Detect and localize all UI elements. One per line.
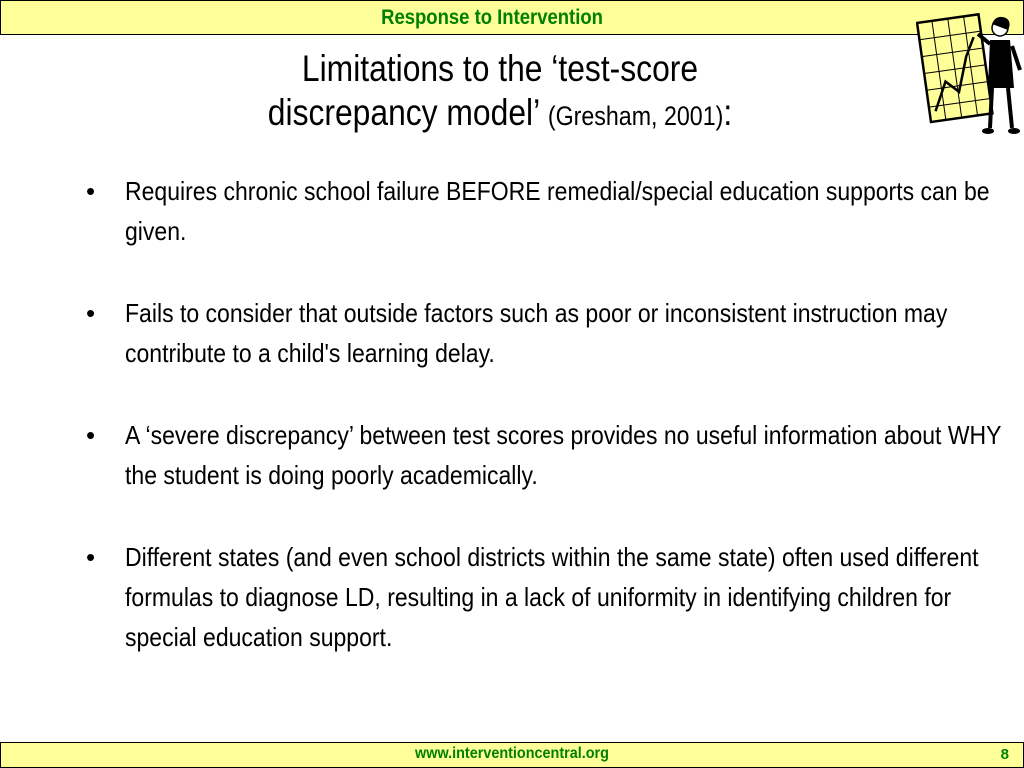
bullet-marker: •	[86, 542, 96, 572]
header-title: Response to Intervention	[381, 5, 603, 29]
bullet-item	[84, 415, 1002, 495]
bullet-item	[84, 171, 990, 251]
bullet-text: Different states (and even school districts within the same state) often used different formulas to diagnose LD, resulting in a lack of uniformity in identifying children for special education support.	[125, 542, 979, 652]
bullet-marker: •	[86, 420, 96, 450]
citation: (Gresham, 2001)	[547, 101, 724, 131]
bullet-marker: •	[86, 176, 96, 206]
bullet-text: A ‘severe discrepancy’ between test scores provides no useful information about WHY the student is doing poorly academically.	[125, 420, 1002, 490]
bullet-text: Fails to consider that outside factors such as poor or inconsistent instruction may contribute to a child's learning delay.	[125, 298, 948, 368]
bullet-list	[84, 171, 1002, 699]
bullet-item	[84, 537, 984, 657]
bullet-item	[84, 293, 984, 373]
footer-url-link[interactable]: www.interventioncentral.org	[415, 745, 609, 762]
slide-title-line-2-text: discrepancy model’	[267, 92, 539, 133]
slide-title-line-1: Limitations to the ‘test-score	[301, 48, 699, 89]
header-bar	[0, 0, 1024, 35]
bullet-marker: •	[86, 298, 96, 328]
footer-bar	[0, 742, 1024, 768]
bullet-text: Requires chronic school failure BEFORE remedial/special education supports can be given.	[125, 176, 990, 246]
slide-title-line-2	[233, 91, 766, 138]
slide-title	[233, 47, 766, 138]
page-number: 8	[1000, 746, 1009, 763]
teacher-with-chart-icon	[916, 0, 1024, 140]
title-colon: :	[723, 92, 733, 133]
